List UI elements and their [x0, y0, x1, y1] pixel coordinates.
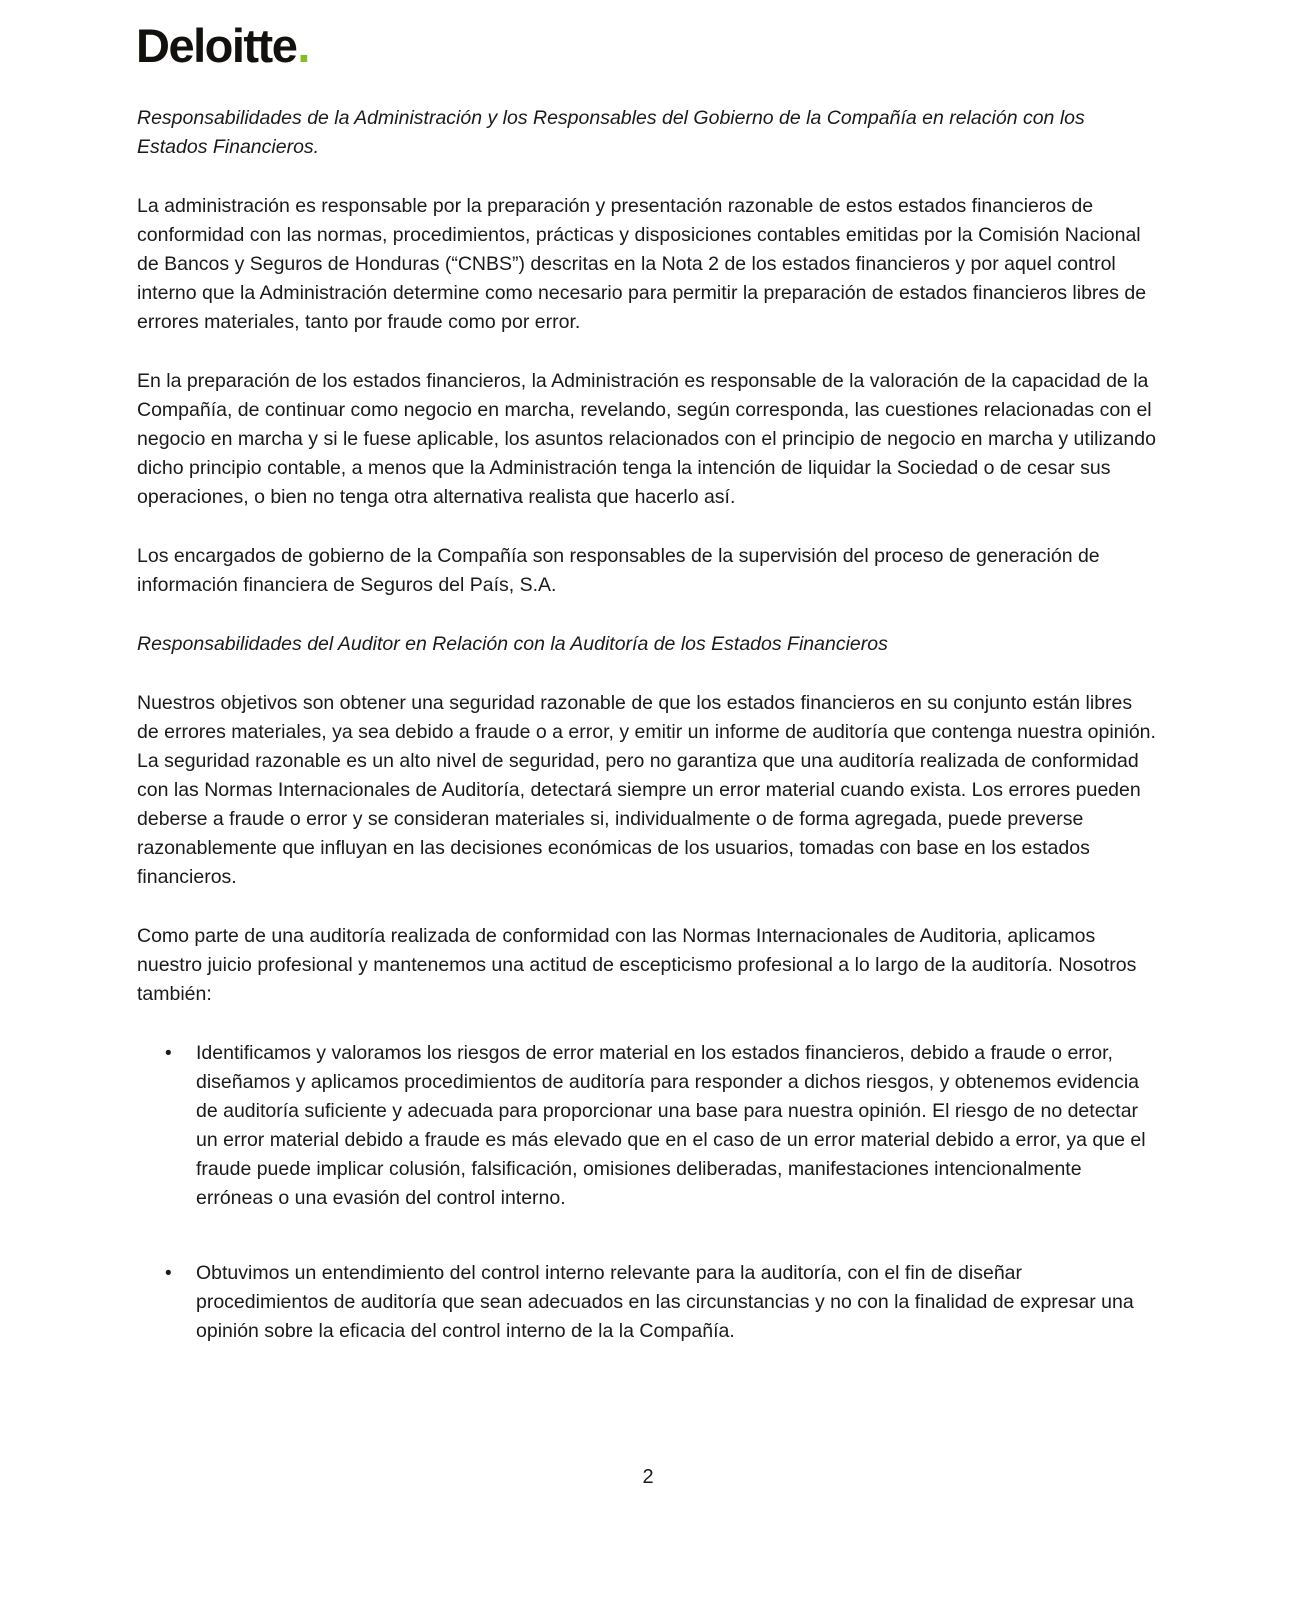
logo-wordmark: Deloitte: [136, 19, 297, 72]
page-number: 2: [642, 1466, 654, 1488]
bullet-icon: •: [165, 1263, 172, 1284]
paragraph-administracion-2: En la preparación de los estados financieros, la Administración es responsable de la valoración de la capacidad de la Compañía, de continuar como negocio en marcha, revelando, según corresponda, las cuestiones relacionadas con el negocio en marcha y si le fuese aplicable, los asuntos relacionados con el principio de negocio en marcha y utilizando dicho principio contable, a menos que la Administración tenga la intención de liquidar la Sociedad o de cesar sus operaciones, o bien no tenga otra alternativa realista que hacerlo así.: [137, 370, 1156, 508]
document-body: [137, 104, 1159, 1392]
paragraph-auditor-2: Como parte de una auditoría realizada de conformidad con las Normas Internacionales de Auditoria, aplicamos nuestro juicio profesional y mantenemos una actitud de escepticismo profesional a lo largo de la auditoría. Nosotros también:: [137, 925, 1137, 1005]
paragraph-administracion-3: Los encargados de gobierno de la Compañía son responsables de la supervisión del proceso de generación de información financiera de Seguros del País, S.A.: [137, 545, 1100, 596]
paragraph-auditor-1: Nuestros objetivos son obtener una seguridad razonable de que los estados financieros en su conjunto están libres de errores materiales, ya sea debido a fraude o a error, y emitir un informe de auditoría que contenga nuestra opinión. La seguridad razonable es un alto nivel de seguridad, pero no garantiza que una auditoría realizada de conformidad con las Normas Internacionales de Auditoría, detectará siempre un error material cuando exista. Los errores pueden deberse a fraude o error y se consideran materiales si, individualmente o de forma agregada, puede preverse razonablemente que influyan en las decisiones económicas de los usuarios, tomadas con base en los estados financieros.: [137, 692, 1156, 888]
heading-responsabilidades-administracion: Responsabilidades de la Administración y los Responsables del Gobierno de la Compañía en relación con los Estados Financieros.: [137, 107, 1085, 158]
bullet-item-text: Obtuvimos un entendimiento del control interno relevante para la auditoría, con el fin de diseñar procedimientos de auditoría que sean adecuados en las circunstancias y no con la finalidad de expresar una opinión sobre la eficacia del control interno de la la Compañía.: [196, 1262, 1134, 1342]
bullet-item-obtuvimos: [137, 1259, 1159, 1346]
bullet-item-text: Identificamos y valoramos los riesgos de error material en los estados financieros, debido a fraude o error, diseñamos y aplicamos procedimientos de auditoría para responder a dichos riesgos, y obtenemos evidencia de auditoría suficiente y adecuada para proporcionar una base para nuestra opinión. El riesgo de no detectar un error material debido a fraude es más elevado que en el caso de un error material debido a error, ya que el fraude puede implicar colusión, falsificación, omisiones deliberadas, manifestaciones intencionalmente erróneas o una evasión del control interno.: [196, 1042, 1146, 1209]
bullet-list: [137, 1039, 1159, 1346]
deloitte-logo: [136, 18, 309, 73]
heading-responsabilidades-auditor: Responsabilidades del Auditor en Relación con la Auditoría de los Estados Financieros: [137, 633, 888, 655]
bullet-item-identificamos: [137, 1039, 1159, 1213]
logo-green-dot-icon: .: [297, 19, 309, 72]
paragraph-administracion-1: La administración es responsable por la preparación y presentación razonable de estos estados financieros de conformidad con las normas, procedimientos, prácticas y disposiciones contables emitidas por la Comisión Nacional de Bancos y Seguros de Honduras (“CNBS”) descritas en la Nota 2 de los estados financieros y por aquel control interno que la Administración determine como necesario para permitir la preparación de estados financieros libres de errores materiales, tanto por fraude como por error.: [137, 195, 1147, 333]
bullet-icon: •: [165, 1043, 172, 1064]
